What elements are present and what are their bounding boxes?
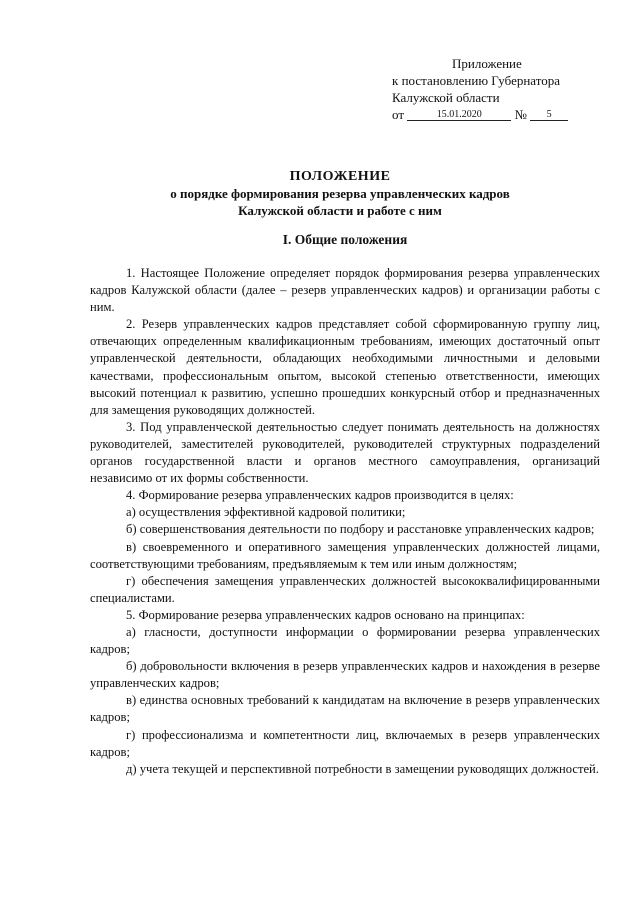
appendix-stamp — [392, 55, 592, 123]
paragraph-5d: г) профессионализма и компетентности лиц, включаемых в резерв управленческих кадров; — [90, 727, 600, 759]
paragraph-4c: в) своевременного и оперативного замещения управленческих должностей лицами, соответствующими требованиям, предъявляемым к тем или иным должностям; — [90, 539, 600, 571]
paragraph-4a: а) осуществления эффективной кадровой политики; — [126, 505, 406, 520]
stamp-from-label: от — [392, 107, 405, 122]
stamp-date-line — [392, 106, 592, 123]
paragraph-5e: д) учета текущей и перспективной потребности в замещении руководящих должностей. — [126, 761, 599, 776]
document-body — [90, 265, 600, 778]
section-title: I. Общие положения — [282, 232, 408, 247]
stamp-number: 5 — [530, 110, 568, 121]
stamp-line-resolution: к постановлению Губернатора — [392, 73, 561, 88]
paragraph-3: 3. Под управленческой деятельностью следует понимать деятельность на должностях руководителей, заместителей руководителей, руководителей структурных подразделений органов государственной власти и органов местного самоуправления, организаций независимо от их формы собственности. — [90, 419, 600, 486]
paragraph-4b: б) совершенствования деятельности по подбору и расстановке управленческих кадров; — [126, 522, 595, 537]
title-line-3: Калужской области и работе с ним — [238, 203, 442, 218]
paragraph-1: 1. Настоящее Положение определяет порядок формирования резерва управленческих кадров Калужской области (далее – резерв управленческих кадров) и организации работы с ним. — [90, 266, 600, 315]
title-line-2: о порядке формирования резерва управленческих кадров — [170, 186, 510, 201]
paragraph-5a: а) гласности, доступности информации о формировании резерва управленческих кадров; — [90, 624, 600, 657]
paragraph-5b: б) добровольности включения в резерв управленческих кадров и нахождения в резерве управленческих кадров; — [90, 659, 600, 691]
stamp-line-region: Калужской области — [392, 90, 500, 105]
title-head: ПОЛОЖЕНИЕ — [289, 169, 391, 184]
document-title — [90, 168, 590, 219]
paragraph-5c: в) единства основных требований к кандидатам на включение в резерв управленческих кадров; — [90, 693, 600, 725]
stamp-date: 15.01.2020 — [407, 110, 511, 121]
paragraph-5: 5. Формирование резерва управленческих кадров основано на принципах: — [126, 607, 525, 622]
stamp-number-sign: № — [514, 107, 527, 122]
paragraph-4d: г) обеспечения замещения управленческих должностей высококвалифицированными специалистами. — [90, 573, 600, 605]
paragraph-2: 2. Резерв управленческих кадров представляет собой сформированную группу лиц, отвечающих определенным квалификационным требованиям, имеющих достаточный опыт управленческой деятельности, обладающих необходимыми личностными и деловыми качествами, профессиональным опытом, высокой степенью ответственности, имеющих высокий потенциал к развитию, успешно прошедших конкурсный отбор и предназначенных для замещения руководящих должностей. — [90, 317, 600, 417]
stamp-line-appendix: Приложение — [452, 56, 522, 71]
paragraph-4: 4. Формирование резерва управленческих кадров производится в целях: — [126, 488, 514, 503]
